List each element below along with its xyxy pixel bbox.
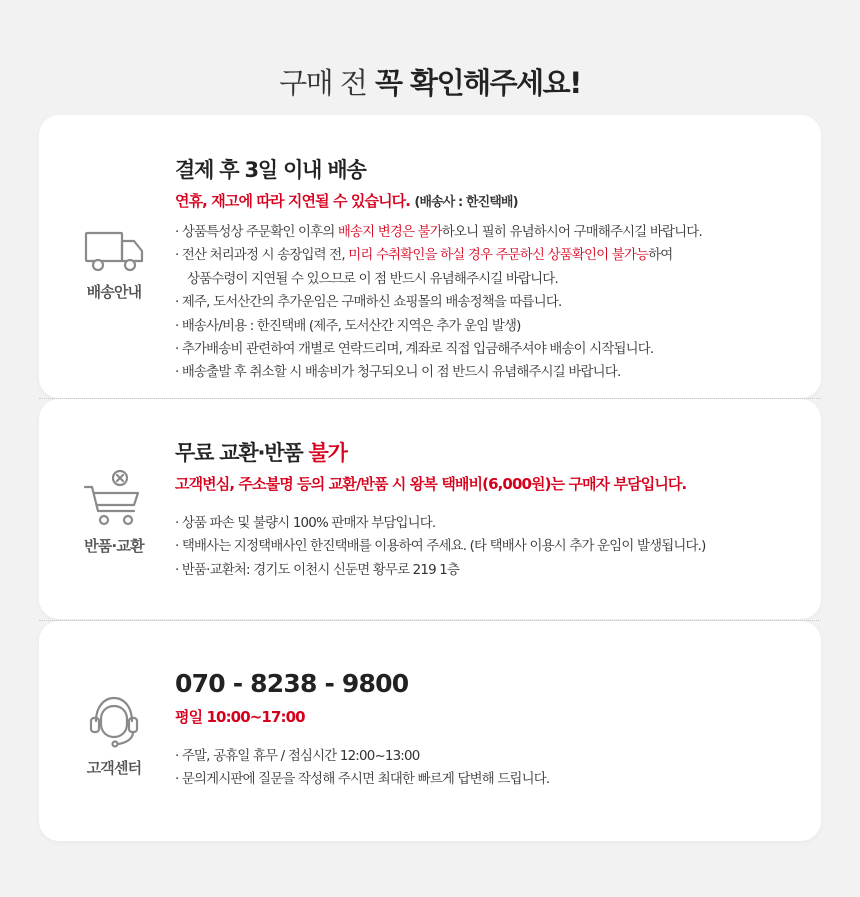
list-item: 상품수령이 지연될 수 있으므로 이 점 반드시 유념해주시길 바랍니다. [187,271,558,287]
returns-card [39,399,821,619]
shipping-subheading [175,190,805,211]
returns-icon-label: 반품·교환 [84,537,144,555]
page-title-light: 구매 전 [279,66,367,101]
page-title-bold: 꼭 확인해주세요! [374,66,581,101]
support-card [39,621,821,841]
list-item: · 택배사는 지정택배사인 한진택배를 이용하여 주세요. (타 택배사 이용시 추가 운임이 발생됩니다.) [175,539,706,555]
returns-fee-notice: 고객변심, 주소불명 등의 교환/반품 시 왕복 택배비(6,000원)는 구매자 부담입니다. [175,475,687,493]
shipping-content [175,154,805,385]
shipping-notes [175,221,805,385]
list-item: · 상품 파손 및 불량시 100% 판매자 부담입니다. [175,516,436,531]
support-icon-block [69,693,159,778]
list-item: · 문의게시판에 질문을 작성해 주시면 최대한 빠르게 답변해 드립니다. [175,772,550,788]
page-title [0,61,860,102]
list-item: · 반품·교환처: 경기도 이천시 신둔면 황무로 219 1층 [175,562,460,578]
returns-icon-block [69,469,159,556]
list-item: · 배송사/비용 : 한진택배 (제주, 도서산간 지역은 추가 운임 발생) [175,318,521,334]
support-icon-label: 고객센터 [86,759,142,777]
list-item: · 배송출발 후 취소할 시 배송비가 청구되오니 이 점 반드시 유념해주시길 바랍니다. [175,365,621,381]
support-content [175,669,805,792]
shipping-icon-block [69,229,159,302]
support-notes [175,745,805,792]
list-item: · 주말, 공휴일 휴무 / 점심시간 12:00~13:00 [175,749,420,764]
list-item: · 전산 처리과정 시 송장입력 전, 미리 수취확인을 하실 경우 주문하신 상품확인이 불가능하여 [175,248,673,264]
truck-icon [82,229,146,275]
list-item: · 추가배송비 관련하여 개별로 연락드리며, 계좌로 직접 입금해주셔야 배송이 시작됩니다. [175,342,654,358]
shipping-icon-label: 배송안내 [86,283,142,301]
shipping-carrier-note: (배송사 : 한진택배) [414,195,518,210]
shipping-delay-notice: 연휴, 재고에 따라 지연될 수 있습니다. [175,192,411,210]
business-hours: 평일 10:00~17:00 [175,708,305,726]
returns-heading-red: 불가 [308,441,347,465]
phone-number: 070 - 8238 - 9800 [175,669,409,698]
list-item: · 제주, 도서산간의 추가운임은 구매하신 쇼핑몰의 배송정책을 따릅니다. [175,295,562,311]
returns-content [175,437,805,582]
shipping-heading: 결제 후 3일 이내 배송 [175,158,366,182]
shipping-card [39,115,821,398]
returns-heading: 무료 교환·반품 불가 [175,441,347,465]
list-item: · 상품특성상 주문확인 이후의 배송지 변경은 불가하오니 필히 유념하시어 구매해주시길 바랍니다. [175,225,702,240]
headset-icon [86,693,142,751]
cart-cancel-icon [82,469,146,529]
returns-notes [175,512,805,582]
